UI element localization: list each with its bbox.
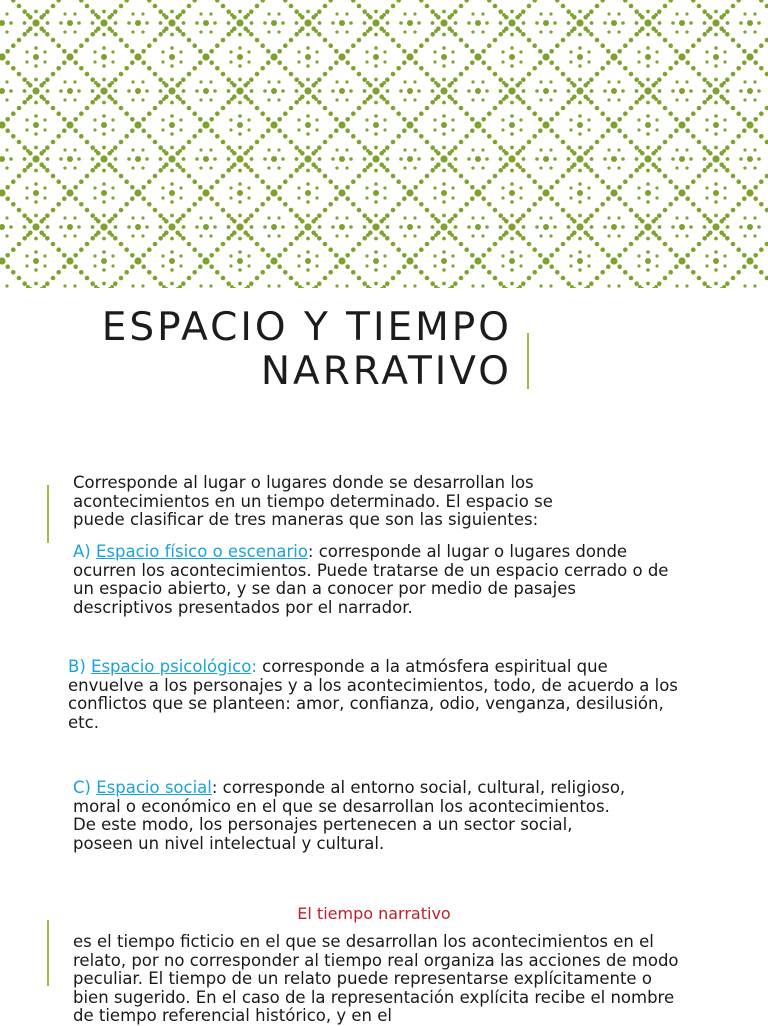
item-b-label: B) bbox=[68, 657, 86, 676]
dot-lattice-pattern bbox=[0, 0, 768, 288]
item-b-paragraph bbox=[68, 658, 680, 732]
title-line-1: ESPACIO Y TIEMPO bbox=[101, 305, 512, 350]
item-b-colon: : bbox=[251, 657, 257, 676]
intro-paragraph bbox=[73, 474, 593, 530]
decorative-pattern-banner bbox=[0, 0, 768, 288]
item-c-text: : corresponde al entorno social, cultural, religioso, moral o económico en el que se desarrollan los acontecimientos. De este modo, los personajes pertenecen a un sector social, poseen un nivel intelectual y cultural. bbox=[73, 778, 626, 853]
item-c-term-link[interactable]: Espacio social bbox=[96, 778, 212, 797]
item-b-term-link[interactable]: Espacio psicológico bbox=[91, 657, 252, 676]
tiempo-text: es el tiempo ficticio en el que se desarrollan los acontecimientos en el relato, por no corresponder al tiempo real organiza las acciones de modo peculiar. El tiempo de un relato puede representarse explícitamente o bien sugerido. En el caso de la representación explícita recibe el nombre de tiempo referencial histórico, y en el bbox=[73, 932, 679, 1025]
item-b-text: corresponde a la atmósfera espiritual que envuelve a los personajes y a los acontecimientos, todo, de acuerdo a los conflictos que se planteen: amor, confianza, odio, venganza, desilusión, etc. bbox=[68, 657, 678, 732]
item-c-paragraph bbox=[73, 779, 628, 853]
title-accent-bar bbox=[527, 333, 529, 389]
tiempo-accent-bar bbox=[47, 920, 49, 986]
tiempo-paragraph bbox=[73, 933, 683, 1026]
item-a-paragraph bbox=[73, 543, 673, 617]
item-c-label: C) bbox=[73, 778, 91, 797]
title-line-2: NARRATIVO bbox=[260, 349, 512, 394]
tiempo-heading: El tiempo narrativo bbox=[297, 904, 451, 923]
slide-title bbox=[0, 306, 512, 394]
intro-accent-bar bbox=[47, 485, 49, 543]
item-a-term-link[interactable]: Espacio físico o escenario bbox=[95, 542, 308, 561]
intro-text: Corresponde al lugar o lugares donde se desarrollan los acontecimientos en un tiempo determinado. El espacio se puede clasificar de tres maneras que son las siguientes: bbox=[73, 473, 553, 529]
item-a-label: A) bbox=[73, 542, 91, 561]
item-a-text: : corresponde al lugar o lugares donde ocurren los acontecimientos. Puede tratarse de un espacio cerrado o de un espacio abierto, y se dan a conocer por medio de pasajes descriptivos presentados por el narrador. bbox=[73, 542, 669, 617]
